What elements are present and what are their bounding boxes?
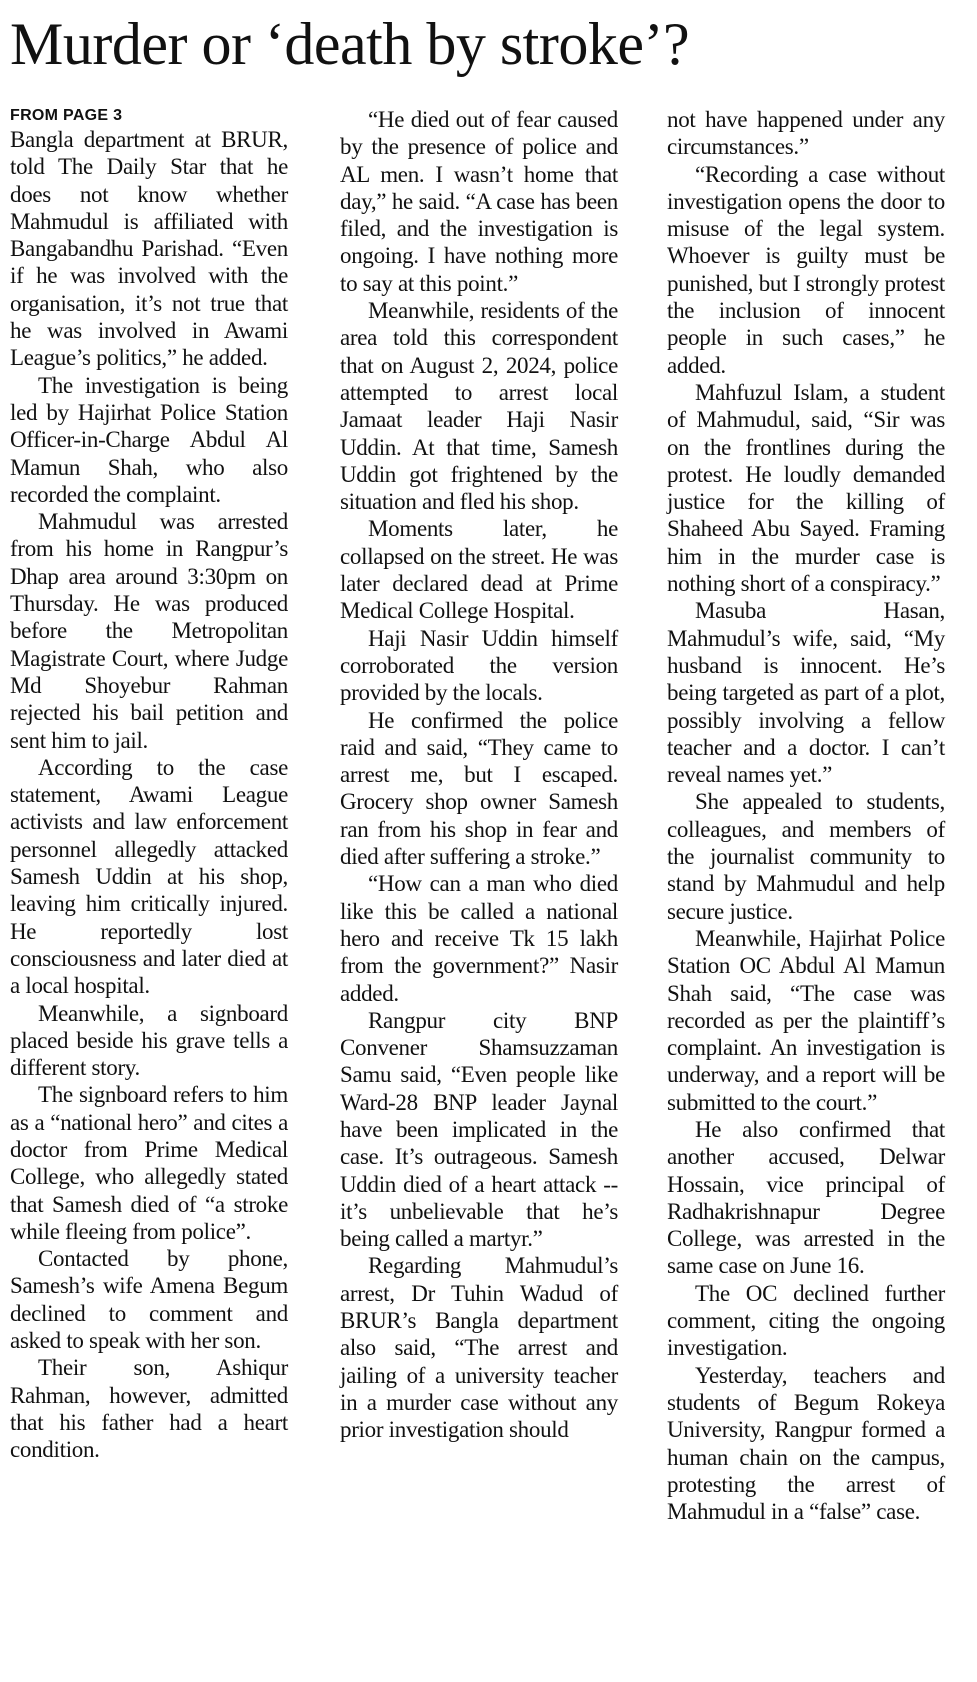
paragraph: Haji Nasir Uddin himself corroborated the version provided by the locals. [340, 625, 618, 706]
paragraph: The signboard refers to him as a “national hero” and cites a doctor from Prime Medical College, who allegedly stated that Samesh died of “a stroke while fleeing from police”. [10, 1082, 288, 1244]
paragraph: Rangpur city BNP Convener Shamsuzzaman Samu said, “Even people like Ward-28 BNP leader Jaynal have been implicated in the case. It’s outrageous. Samesh Uddin died of a heart attack -- it’s unbelievable that he’s being called a martyr.” [340, 1007, 618, 1252]
headline: Murder or ‘death by stroke’? [10, 11, 690, 77]
paragraph: “He died out of fear caused by the presence of police and AL men. I wasn’t home that day,” he said. “A case has been filed, and the investigation is ongoing. I have nothing more to say at this point.” [340, 107, 618, 296]
paragraph: He confirmed the police raid and said, “They came to arrest me, but I escaped. Grocery shop owner Samesh ran from his shop in fear and died after suffering a stroke.” [340, 707, 618, 870]
paragraph: Moments later, he collapsed on the street. He was later declared dead at Prime Medical College Hospital. [340, 516, 618, 624]
paragraph: She appealed to students, colleagues, and members of the journalist community to stand by Mahmudul and help secure justice. [667, 789, 945, 924]
paragraph: Meanwhile, Hajirhat Police Station OC Abdul Al Mamun Shah said, “The case was recorded as per the plaintiff’s complaint. An investigation is underway, and a report will be submitted to the court.” [667, 925, 945, 1115]
paragraph: Mahfuzul Islam, a student of Mahmudul, said, “Sir was on the frontlines during the protest. He loudly demanded justice for the killing of Shaheed Abu Sayed. Framing him in the murder case is nothing short of a conspiracy.” [667, 379, 945, 597]
paragraph: Contacted by phone, Samesh’s wife Amena Begum declined to comment and asked to speak with her son. [10, 1246, 288, 1354]
article-column-3 [667, 106, 945, 1525]
paragraph: The OC declined further comment, citing the ongoing investigation. [667, 1280, 945, 1361]
paragraph: “How can a man who died like this be called a national hero and receive Tk 15 lakh from the government?” Nasir added. [340, 871, 618, 1006]
paragraph: Mahmudul was arrested from his home in Rangpur’s Dhap area around 3:30pm on Thursday. He was produced before the Metropolitan Magistrate Court, where Judge Md Shoyebur Rahman rejected his bail petition and sent him to jail. [10, 509, 288, 753]
continued-from-kicker: FROM PAGE 3 [10, 107, 123, 124]
article-column-1 [10, 106, 288, 1464]
paragraph: Meanwhile, residents of the area told this correspondent that on August 2, 2024, police attempted to arrest local Jamaat leader Haji Nasir Uddin. At that time, Samesh Uddin got frightened by the situation and fled his shop. [340, 298, 618, 515]
paragraph: Meanwhile, a signboard placed beside his grave tells a different story. [10, 1000, 288, 1081]
paragraph: According to the case statement, Awami League activists and law enforcement personnel allegedly attacked Samesh Uddin at his shop, leaving him critically injured. He reportedly lost consciousness and later died at a local hospital. [10, 754, 288, 999]
paragraph: Their son, Ashiqur Rahman, however, admitted that his father had a heart condition. [10, 1355, 288, 1463]
paragraph: The investigation is being led by Hajirhat Police Station Officer-in-Charge Abdul Al Mamun Shah, who also recorded the complaint. [10, 372, 288, 507]
paragraph: Bangla department at BRUR, told The Daily Star that he does not know whether Mahmudul is affiliated with Bangabandhu Parishad. “Even if he was involved with the organisation, it’s not true that he was involved in Awami League’s politics,” he added. [10, 127, 288, 371]
article-column-2 [340, 106, 618, 1444]
paragraph: Masuba Hasan, Mahmudul’s wife, said, “My husband is innocent. He’s being targeted as part of a plot, possibly involving a fellow teacher and a doctor. I can’t reveal names yet.” [667, 598, 945, 788]
paragraph: “Recording a case without investigation opens the door to misuse of the legal system. Whoever is guilty must be punished, but I strongly protest the inclusion of innocent people in such cases,” he added. [667, 161, 945, 378]
paragraph: Yesterday, teachers and students of Begum Rokeya University, Rangpur formed a human chain on the campus, protesting the arrest of Mahmudul in a “false” case. [667, 1362, 945, 1525]
paragraph: He also confirmed that another accused, Delwar Hossain, vice principal of Radhakrishnapur Degree College, was arrested in the same case on June 16. [667, 1116, 945, 1279]
paragraph: Regarding Mahmudul’s arrest, Dr Tuhin Wadud of BRUR’s Bangla department also said, “The arrest and jailing of a university teacher in a murder case without any prior investigation should [340, 1253, 618, 1443]
paragraph: not have happened under any circumstances.” [667, 107, 945, 160]
